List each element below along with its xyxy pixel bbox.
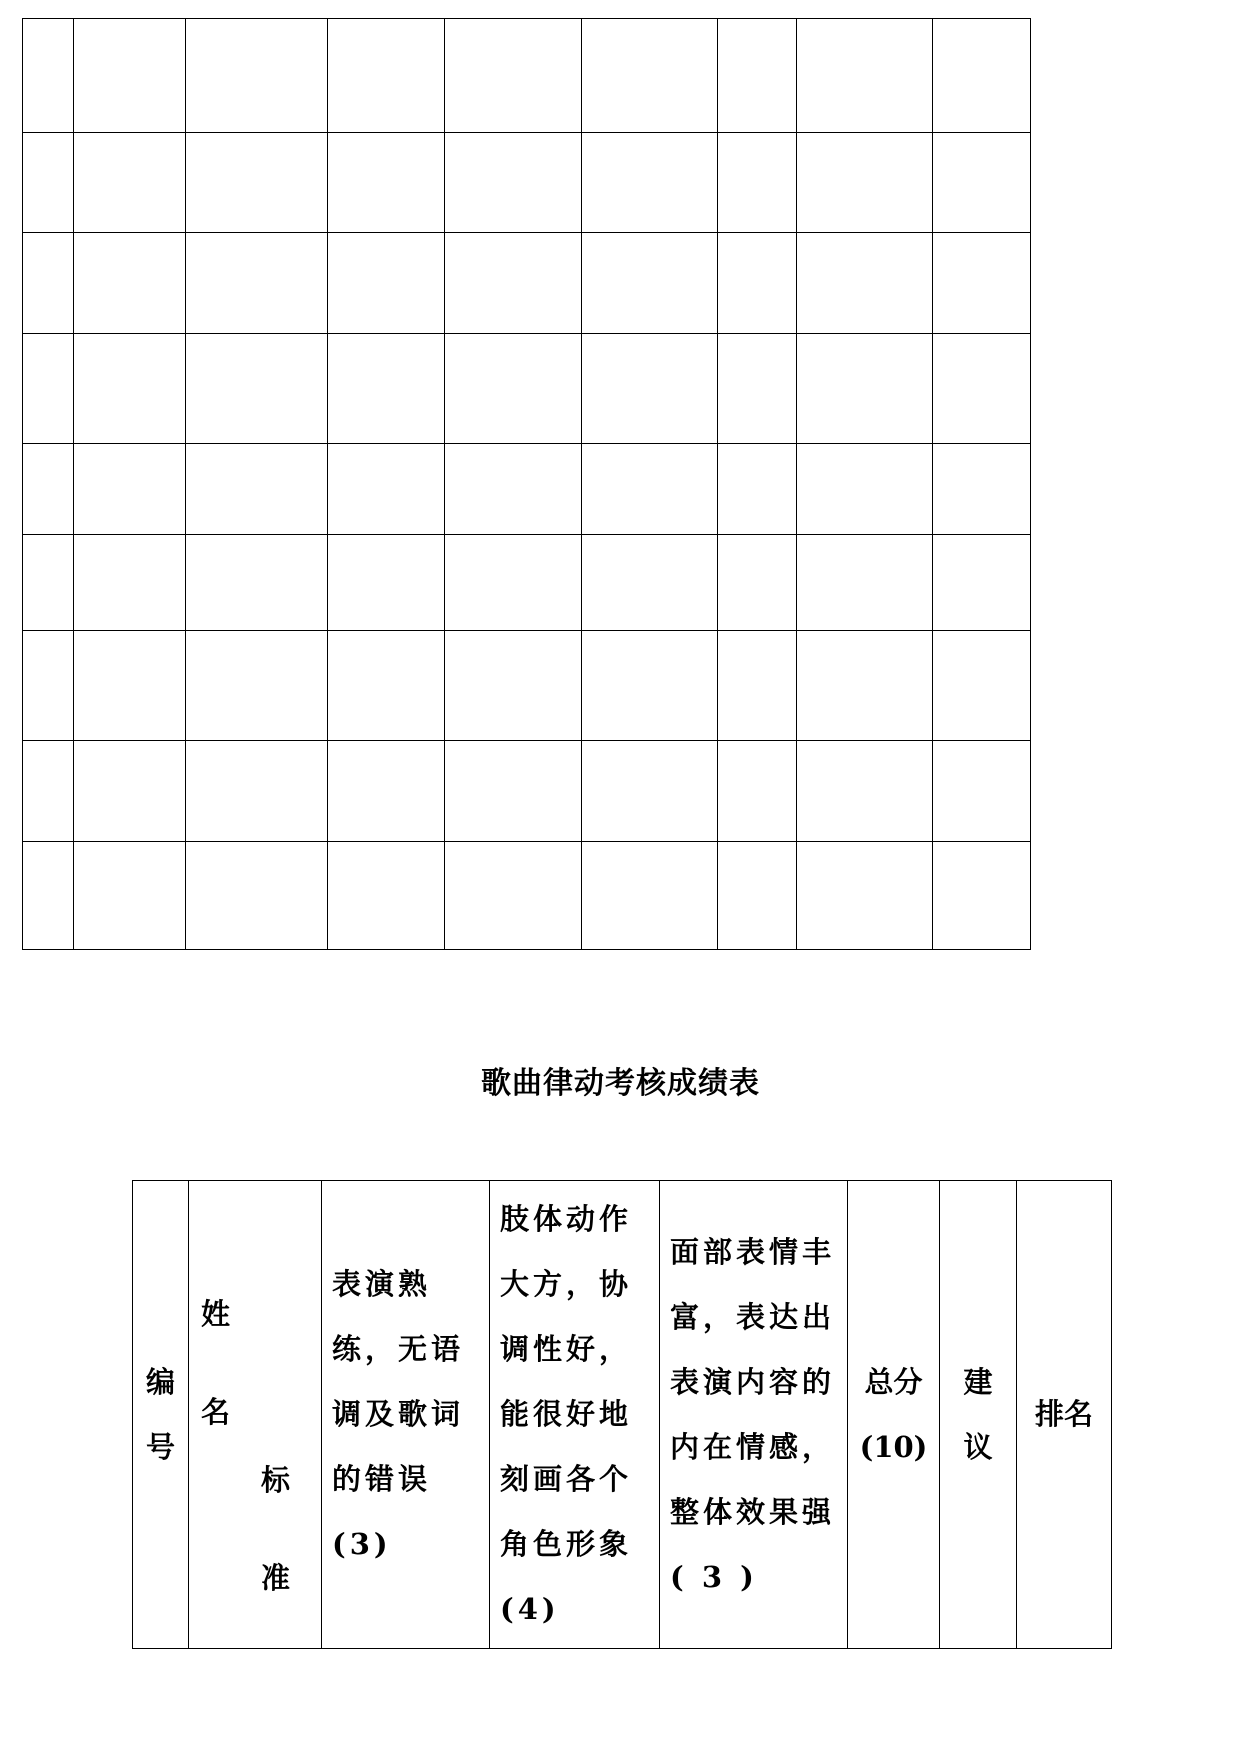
blank-grid-cell — [581, 535, 717, 631]
blank-grid-cell — [796, 334, 932, 444]
blank-grid-cell — [23, 842, 74, 950]
header-rank: 排名 — [1017, 1181, 1112, 1649]
blank-grid-cell — [23, 630, 74, 740]
blank-grid-cell — [328, 443, 445, 534]
blank-grid-cell — [796, 630, 932, 740]
blank-grid-cell — [445, 19, 581, 133]
blank-grid-row — [23, 443, 1031, 534]
blank-grid-row — [23, 630, 1031, 740]
blank-grid-cell — [581, 740, 717, 842]
blank-grid-cell — [186, 535, 328, 631]
blank-grid-cell — [445, 132, 581, 233]
blank-grid-cell — [186, 233, 328, 334]
blank-grid-cell — [581, 842, 717, 950]
blank-grid-cell — [717, 132, 796, 233]
blank-grid-row — [23, 19, 1031, 133]
blank-grid-cell — [932, 19, 1030, 133]
blank-grid-cell — [581, 443, 717, 534]
blank-grid-cell — [932, 630, 1030, 740]
blank-grid-cell — [796, 233, 932, 334]
blank-grid-cell — [186, 630, 328, 740]
score-table — [132, 1180, 1112, 1649]
blank-grid-body — [23, 19, 1031, 950]
blank-grid-cell — [445, 443, 581, 534]
blank-grid-cell — [932, 842, 1030, 950]
blank-grid-cell — [796, 535, 932, 631]
blank-grid-cell — [717, 842, 796, 950]
blank-grid-cell — [74, 535, 186, 631]
blank-grid-cell — [717, 334, 796, 444]
blank-grid-cell — [328, 132, 445, 233]
header-criteria-body-movement: 肢体动作大方，协调性好，能很好地刻画各个角色形象(4) — [490, 1181, 660, 1649]
blank-grid-cell — [796, 740, 932, 842]
header-advice — [940, 1181, 1017, 1649]
blank-grid-cell — [796, 19, 932, 133]
blank-grid-cell — [717, 630, 796, 740]
blank-grid-cell — [717, 535, 796, 631]
score-table-header-row — [133, 1181, 1112, 1649]
blank-grid-cell — [23, 740, 74, 842]
blank-grid-cell — [932, 233, 1030, 334]
blank-grid-cell — [581, 630, 717, 740]
blank-grid-cell — [328, 630, 445, 740]
blank-grid-cell — [445, 535, 581, 631]
blank-grid-cell — [186, 334, 328, 444]
blank-grid-cell — [186, 443, 328, 534]
blank-grid-cell — [796, 842, 932, 950]
blank-grid-row — [23, 334, 1031, 444]
blank-grid-row — [23, 132, 1031, 233]
blank-grid-cell — [74, 443, 186, 534]
blank-grid-cell — [74, 233, 186, 334]
blank-grid-row — [23, 233, 1031, 334]
blank-grid-cell — [796, 443, 932, 534]
blank-grid-cell — [328, 19, 445, 133]
header-name-text: 姓名 — [201, 1297, 231, 1429]
blank-grid-cell — [581, 334, 717, 444]
blank-grid-cell — [796, 132, 932, 233]
header-total: 总分(10) — [848, 1181, 940, 1649]
blank-grid-cell — [74, 630, 186, 740]
blank-grid-cell — [186, 740, 328, 842]
header-id — [133, 1181, 189, 1649]
blank-grid-cell — [932, 334, 1030, 444]
blank-grid-cell — [445, 233, 581, 334]
blank-grid-cell — [23, 535, 74, 631]
blank-grid-cell — [581, 233, 717, 334]
blank-grid-cell — [74, 334, 186, 444]
blank-grid-cell — [717, 233, 796, 334]
blank-grid-cell — [932, 740, 1030, 842]
blank-grid-cell — [74, 19, 186, 133]
blank-grid-cell — [328, 334, 445, 444]
blank-grid-cell — [445, 334, 581, 444]
blank-grid-cell — [23, 19, 74, 133]
blank-grid-cell — [74, 740, 186, 842]
blank-grid-cell — [186, 132, 328, 233]
blank-grid-cell — [445, 630, 581, 740]
blank-grid-cell — [328, 740, 445, 842]
blank-grid-cell — [186, 842, 328, 950]
header-criteria-facial-expression: 面部表情丰富，表达出表演内容的内在情感，整体效果强 ( 3 ) — [660, 1181, 848, 1649]
header-id-text: 编号 — [145, 1364, 175, 1464]
blank-grid-cell — [23, 334, 74, 444]
blank-grid-cell — [932, 443, 1030, 534]
blank-grid-cell — [328, 842, 445, 950]
blank-grid-cell — [186, 19, 328, 133]
blank-grid-cell — [932, 535, 1030, 631]
blank-grid-cell — [74, 842, 186, 950]
blank-grid-cell — [717, 740, 796, 842]
header-advice-text: 建议 — [963, 1364, 993, 1464]
blank-grid-cell — [328, 535, 445, 631]
blank-grid-cell — [581, 19, 717, 133]
blank-grid-row — [23, 535, 1031, 631]
blank-grid-cell — [328, 233, 445, 334]
blank-grid-row — [23, 740, 1031, 842]
blank-grid-cell — [932, 132, 1030, 233]
blank-grid-cell — [23, 132, 74, 233]
blank-grid-table — [22, 18, 1031, 950]
blank-grid-cell — [23, 443, 74, 534]
blank-grid-cell — [717, 19, 796, 133]
blank-grid-cell — [74, 132, 186, 233]
blank-grid-row — [23, 842, 1031, 950]
blank-grid-cell — [581, 132, 717, 233]
header-standard-text: 标准 — [261, 1463, 291, 1595]
blank-grid-cell — [23, 233, 74, 334]
header-criteria-proficiency: 表演熟练，无语调及歌词的错误 (3) — [322, 1181, 490, 1649]
blank-grid-cell — [445, 740, 581, 842]
page-title: 歌曲律动考核成绩表 — [481, 1066, 760, 1101]
blank-grid-cell — [717, 443, 796, 534]
blank-grid-cell — [445, 842, 581, 950]
header-name-standard — [189, 1181, 322, 1649]
